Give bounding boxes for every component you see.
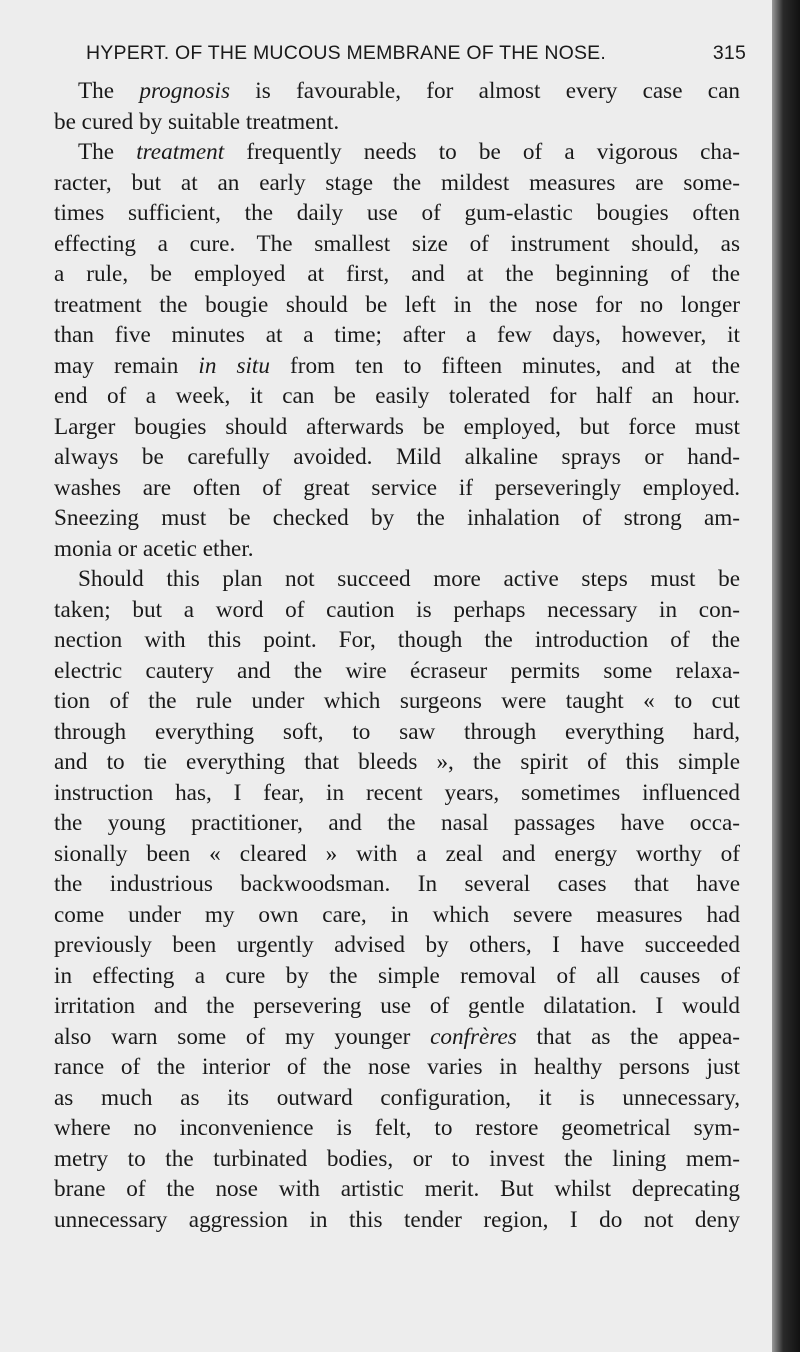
text-segment: racter, but at an early stage the mildest measures are some- bbox=[54, 169, 740, 196]
running-title: HYPERT. OF THE MUCOUS MEMBRANE OF THE NOSE. bbox=[86, 42, 606, 64]
text-line bbox=[54, 168, 740, 199]
text-line bbox=[54, 747, 740, 778]
text-segment: a rule, be employed at first, and at the beginning of the bbox=[54, 261, 740, 287]
text-line bbox=[54, 290, 740, 321]
text-segment: and to tie everything that bleeds », the spirit of this simple bbox=[54, 749, 740, 775]
text-segment: instruction has, I fear, in recent years, sometimes influenced bbox=[54, 779, 740, 806]
text-line bbox=[54, 503, 740, 534]
text-line bbox=[54, 1052, 740, 1083]
text-segment: metry to the turbinated bodies, or to invest the lining mem- bbox=[54, 1145, 740, 1172]
text-segment: the industrious backwoodsman. In several cases that have bbox=[54, 871, 740, 897]
text-segment: the young practitioner, and the nasal passages have occa- bbox=[54, 810, 740, 836]
text-line bbox=[54, 442, 740, 473]
text-line bbox=[54, 381, 740, 412]
text-line bbox=[54, 686, 740, 717]
text-segment: as much as its outward configuration, it is unnecessary, bbox=[54, 1084, 740, 1111]
text-line bbox=[54, 534, 740, 565]
text-line bbox=[54, 564, 740, 595]
text-segment: Larger bougies should afterwards be employed, but force must bbox=[54, 413, 740, 440]
text-segment: nection with this point. For, though the introduction of the bbox=[54, 627, 740, 653]
text-line bbox=[54, 473, 740, 504]
text-line bbox=[54, 869, 740, 900]
text-segment: than five minutes at a time; after a few days, however, it bbox=[54, 322, 740, 348]
text-line bbox=[54, 991, 740, 1022]
text-line bbox=[54, 625, 740, 656]
text-segment: may remain bbox=[54, 352, 199, 379]
text-segment: rance of the interior of the nose varies in healthy persons just bbox=[54, 1054, 740, 1080]
text-line bbox=[54, 839, 740, 870]
text-segment: frequently needs to be of a vigorous cha- bbox=[224, 139, 740, 165]
text-line bbox=[54, 778, 740, 809]
text-line bbox=[54, 808, 740, 839]
text-segment: irritation and the persevering use of gentle dilatation. I would bbox=[54, 993, 740, 1019]
text-line bbox=[54, 961, 740, 992]
text-segment: come under my own care, in which severe measures had bbox=[54, 901, 740, 928]
text-line bbox=[54, 412, 740, 443]
text-line bbox=[54, 930, 740, 961]
text-segment: previously been urgently advised by others, I have succeeded bbox=[54, 932, 740, 958]
text-segment: The bbox=[78, 78, 140, 104]
body-text bbox=[54, 76, 740, 1235]
text-segment: through everything soft, to saw through everything hard, bbox=[54, 718, 740, 745]
text-segment: is favourable, for almost every case can bbox=[229, 78, 740, 104]
text-line bbox=[54, 1144, 740, 1175]
text-line bbox=[54, 320, 740, 351]
text-segment: that as the appea- bbox=[516, 1023, 740, 1050]
text-segment: treatment the bougie should be left in the nose for no longer bbox=[54, 291, 740, 318]
text-line bbox=[54, 1022, 740, 1053]
text-line bbox=[54, 900, 740, 931]
text-line bbox=[54, 229, 740, 260]
italic-term: confrères bbox=[430, 1023, 517, 1050]
text-segment: from ten to fifteen minutes, and at the bbox=[269, 352, 740, 379]
text-segment: where no inconvenience is felt, to restore geometrical sym- bbox=[54, 1115, 740, 1141]
text-segment: also warn some of my younger bbox=[54, 1023, 431, 1050]
text-line bbox=[54, 1174, 740, 1205]
text-segment: monia or acetic ether. bbox=[54, 535, 254, 562]
text-segment: unnecessary aggression in this tender region, I do not deny bbox=[54, 1206, 740, 1233]
text-segment: in effecting a cure by the simple removal of all causes of bbox=[54, 962, 740, 989]
italic-term: in situ bbox=[198, 352, 270, 379]
text-line bbox=[54, 198, 740, 229]
text-line bbox=[54, 1083, 740, 1114]
text-segment: sionally been « cleared » with a zeal and energy worthy of bbox=[54, 840, 740, 867]
text-line bbox=[54, 656, 740, 687]
text-segment: effecting a cure. The smallest size of instrument should, as bbox=[54, 230, 740, 257]
italic-term: prognosis bbox=[139, 78, 230, 104]
text-segment: washes are often of great service if perseveringly employed. bbox=[54, 474, 740, 501]
text-line bbox=[54, 351, 740, 382]
italic-term: treatment bbox=[136, 139, 225, 165]
text-line bbox=[54, 76, 740, 107]
text-line bbox=[54, 137, 740, 168]
text-segment: tion of the rule under which surgeons were taught « to cut bbox=[54, 688, 740, 714]
text-line bbox=[54, 595, 740, 626]
text-segment: electric cautery and the wire écraseur permits some relaxa- bbox=[54, 657, 740, 684]
text-segment: The bbox=[78, 139, 137, 165]
text-line bbox=[54, 107, 740, 138]
page-header bbox=[86, 38, 746, 68]
text-segment: Sneezing must be checked by the inhalation of strong am- bbox=[54, 505, 740, 531]
text-segment: brane of the nose with artistic merit. But whilst deprecating bbox=[54, 1176, 740, 1202]
page-number: 315 bbox=[712, 42, 746, 64]
text-segment: be cured by suitable treatment. bbox=[54, 108, 340, 135]
text-line bbox=[54, 1113, 740, 1144]
text-line bbox=[54, 1205, 740, 1236]
text-segment: end of a week, it can be easily tolerated for half an hour. bbox=[54, 383, 740, 409]
text-segment: Should this plan not succeed more active steps must be bbox=[78, 566, 740, 592]
page-edge-shadow bbox=[772, 0, 800, 1352]
text-line bbox=[54, 717, 740, 748]
text-line bbox=[54, 259, 740, 290]
text-segment: times sufficient, the daily use of gum-elastic bougies often bbox=[54, 200, 740, 226]
text-segment: taken; but a word of caution is perhaps necessary in con- bbox=[54, 596, 740, 623]
text-segment: always be carefully avoided. Mild alkaline sprays or hand- bbox=[54, 444, 740, 470]
